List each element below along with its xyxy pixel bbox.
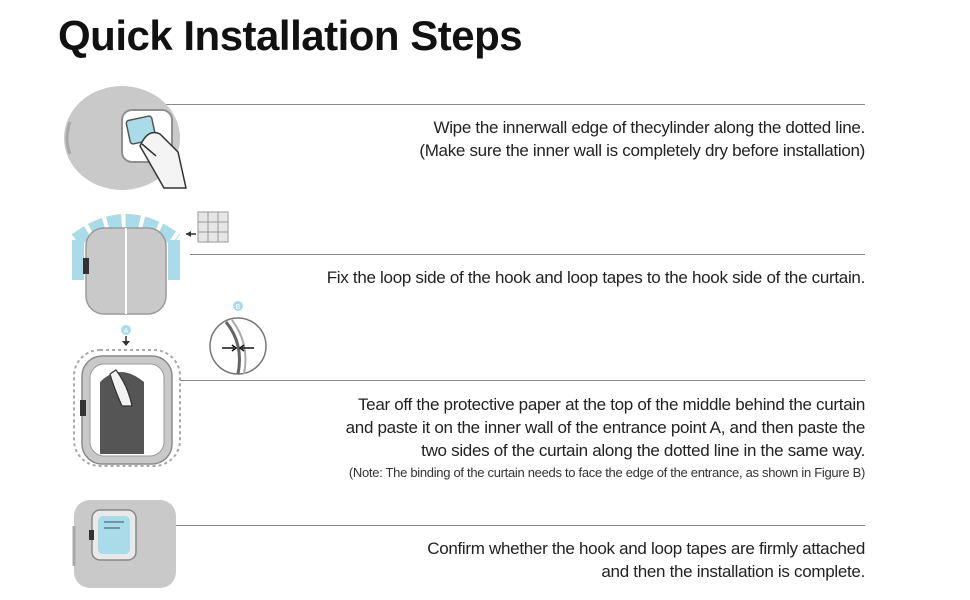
step-1-line-1: Wipe the innerwall edge of thecylinder along the dotted line.	[433, 118, 865, 137]
step-3-note: (Note: The binding of the curtain needs to face the edge of the entrance, as shown in Figure B)	[348, 465, 865, 480]
figure-a-label: A	[123, 328, 129, 335]
step-2-line-1: Fix the loop side of the hook and loop tapes to the hook side of the curtain.	[326, 268, 865, 287]
step-3-line-2: and paste it on the inner wall of the entrance point A, and then paste the	[345, 418, 865, 437]
figure-b-label: B	[235, 304, 241, 311]
step-3-divider	[180, 380, 865, 381]
step-4-line-2: and then the installation is complete.	[601, 562, 865, 581]
step-3-text	[346, 393, 865, 484]
step-2-divider	[190, 254, 865, 255]
binding-detail-icon	[208, 300, 270, 378]
step-3-line-3: two sides of the curtain along the dotted line in the same way.	[421, 441, 865, 460]
step-1-divider	[165, 104, 865, 105]
step-4-line-1: Confirm whether the hook and loop tapes are firmly attached	[427, 539, 865, 558]
curtain-install-icon	[70, 322, 185, 470]
step-3-line-1: Tear off the protective paper at the top of the middle behind the curtain	[357, 395, 865, 414]
step-1-line-2: (Make sure the inner wall is completely dry before installation)	[419, 141, 865, 160]
page-title: Quick Installation Steps	[58, 12, 523, 59]
step-4-divider	[130, 525, 865, 526]
installed-door-icon	[70, 496, 180, 590]
hand-wipe-icon	[60, 82, 190, 190]
curtain-tape-icon	[66, 210, 186, 320]
step-4-text	[427, 537, 865, 583]
step-2-text	[327, 266, 865, 289]
tape-grid-icon	[186, 210, 236, 246]
step-1-text	[419, 116, 865, 162]
